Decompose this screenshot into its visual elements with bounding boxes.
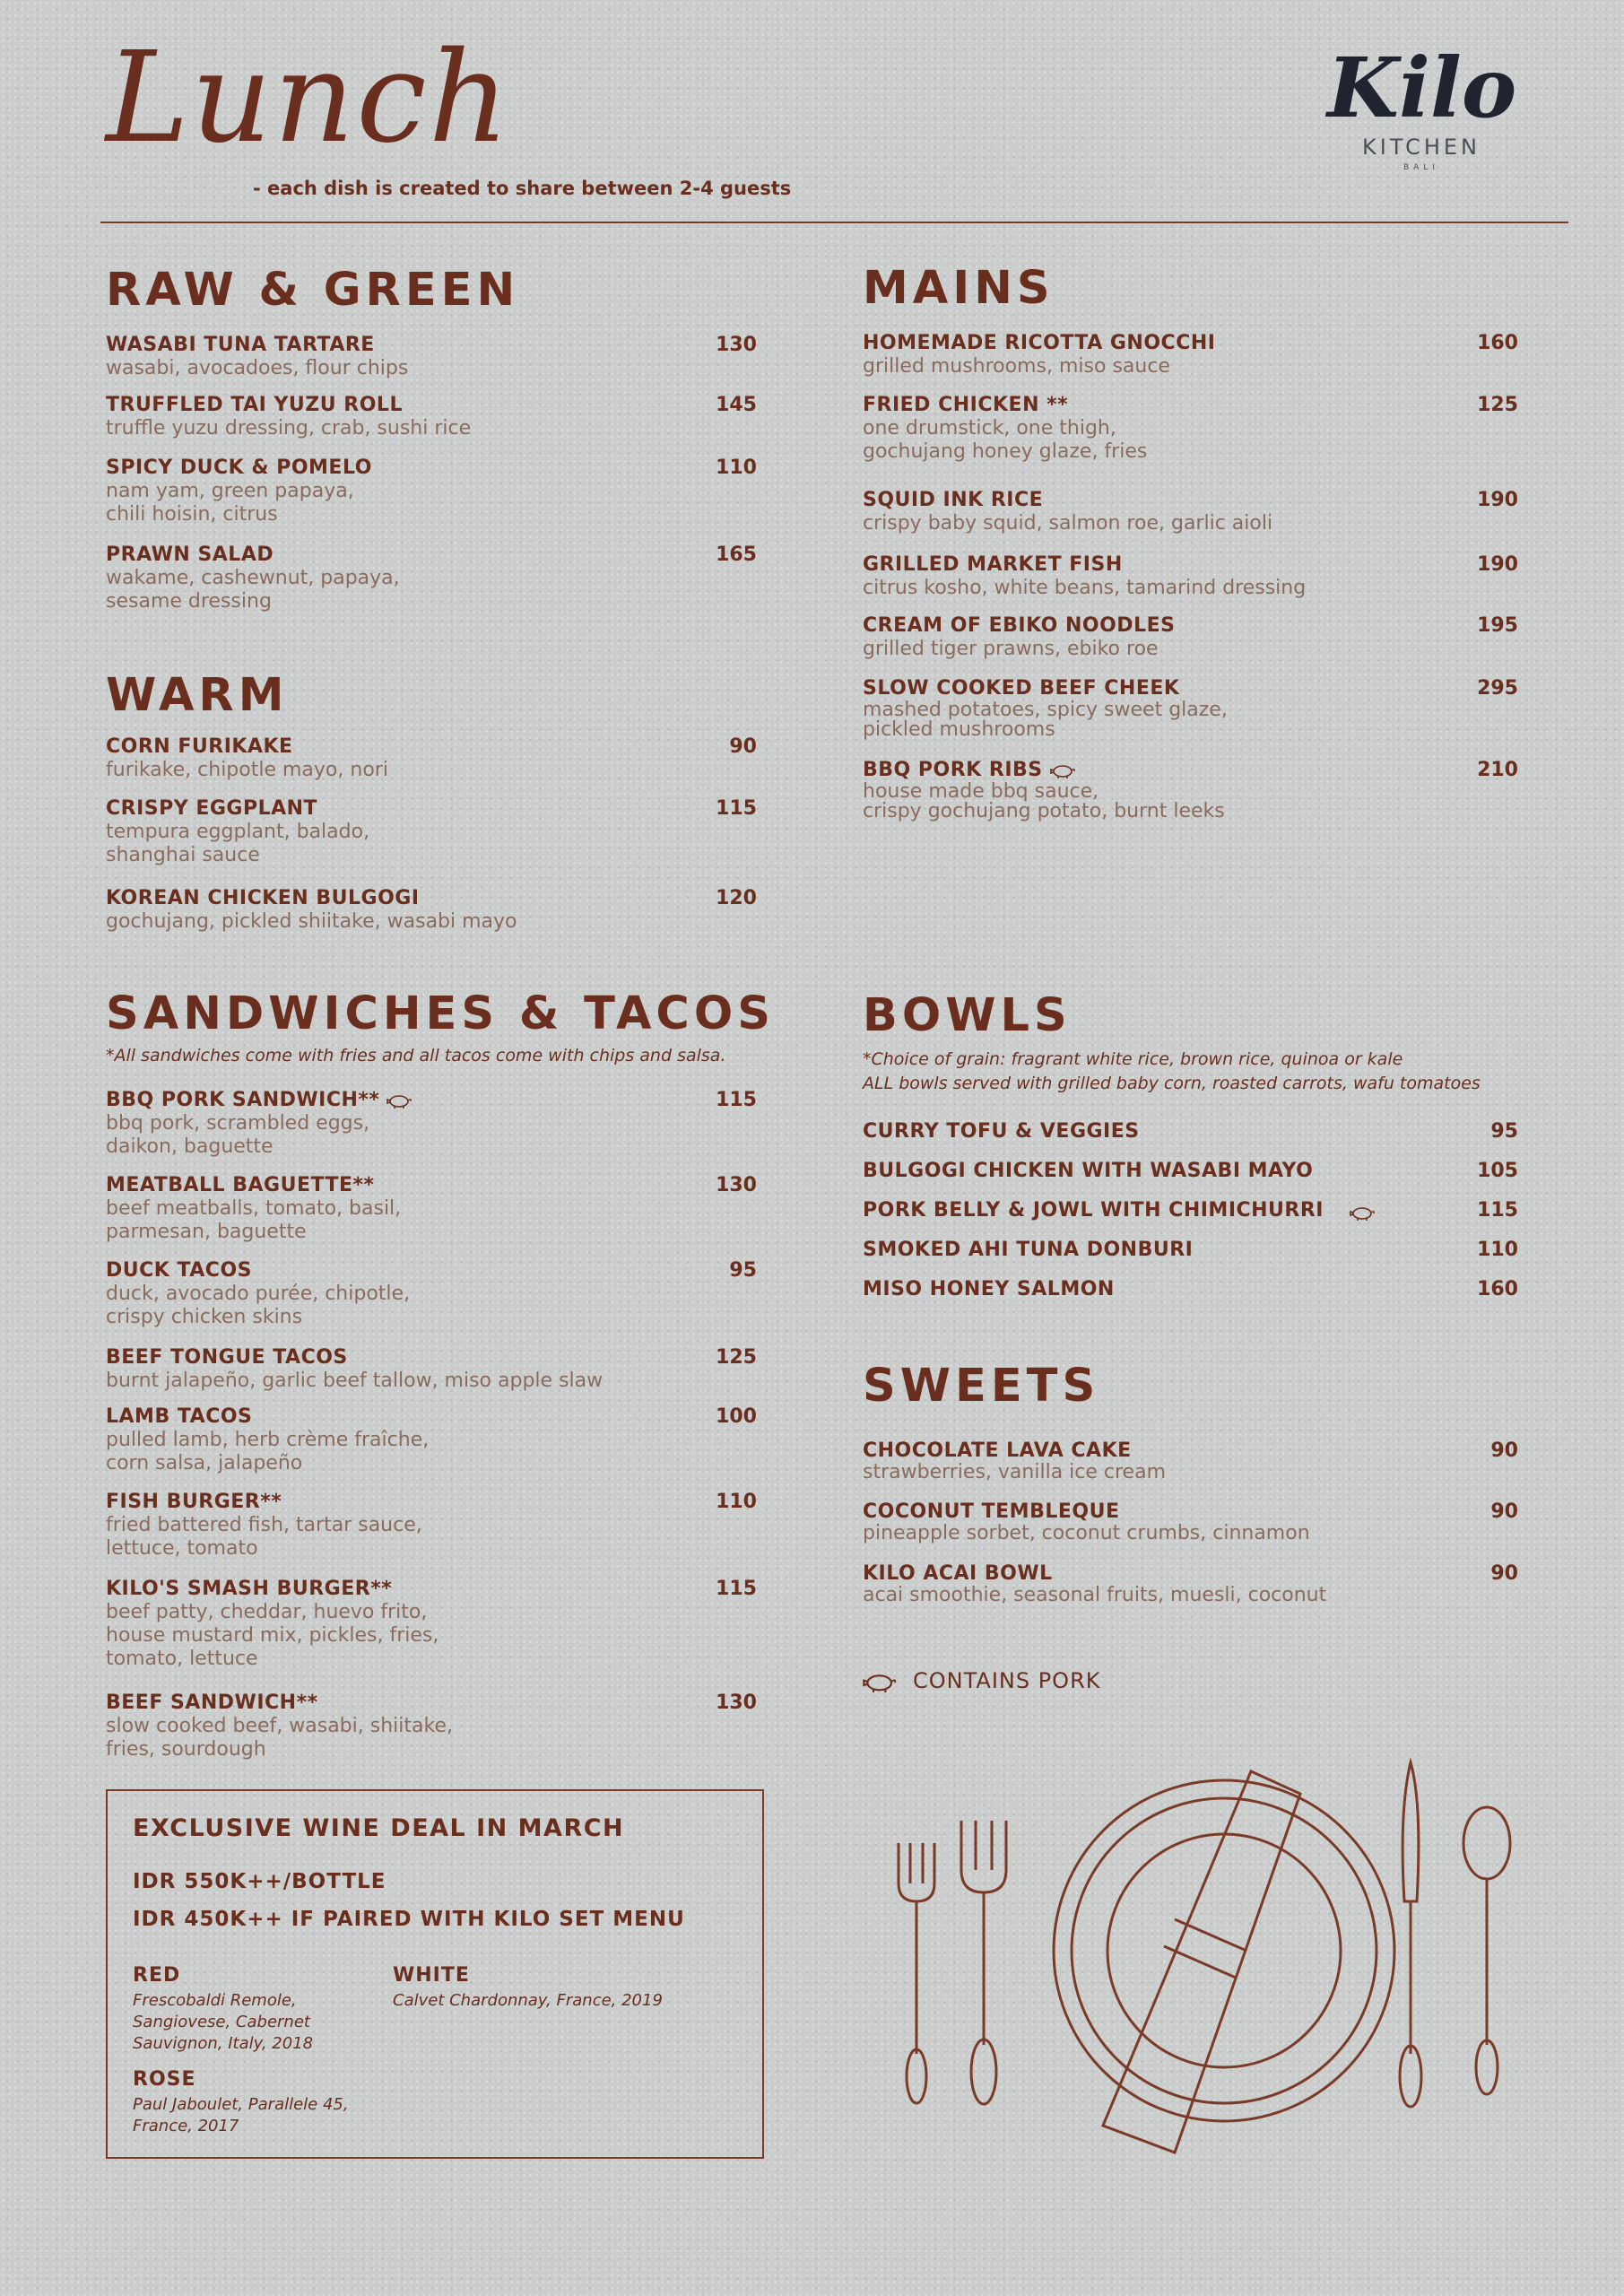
pork-legend xyxy=(863,1668,1101,1693)
bowl-item xyxy=(863,1199,1518,1222)
item-name: CRISPY EGGPLANT xyxy=(106,797,318,820)
section-heading-sweets: SWEETS xyxy=(863,1360,1100,1413)
pig-icon xyxy=(1350,1205,1376,1221)
item-desc: one drumstick, one thigh, gochujang honey glaze, fries xyxy=(863,417,1148,463)
item-name: TRUFFLED TAI YUZU ROLL xyxy=(106,394,403,416)
logo-sub: KITCHEN xyxy=(1362,135,1481,160)
item-desc: nam yam, green papaya, chili hoisin, citrus xyxy=(106,480,354,526)
item-name: LAMB TACOS xyxy=(106,1405,253,1428)
pig-icon xyxy=(1050,762,1077,778)
item-name: HOMEMADE RICOTTA GNOCCHI xyxy=(863,332,1216,354)
menu-item xyxy=(106,394,757,440)
section-heading-sandwiches-tacos: SANDWICHES & TACOS xyxy=(106,987,775,1040)
item-price: 110 xyxy=(716,457,757,479)
sandwiches-note: *All sandwiches come with fries and all tacos come with chips and salsa. xyxy=(106,1046,726,1065)
item-name: WASABI TUNA TARTARE xyxy=(106,334,375,356)
item-price: 295 xyxy=(1477,677,1518,700)
item-price: 90 xyxy=(1490,1562,1518,1585)
section-heading-bowls: BOWLS xyxy=(863,989,1072,1042)
item-desc: grilled mushrooms, miso sauce xyxy=(863,355,1170,378)
item-desc: house made bbq sauce, crispy gochujang potato, burnt leeks xyxy=(863,780,1225,822)
item-price: 90 xyxy=(1490,1439,1518,1462)
item-name: MISO HONEY SALMON xyxy=(863,1278,1115,1300)
menu-item xyxy=(863,1562,1518,1605)
item-name: BBQ PORK SANDWICH** xyxy=(106,1089,757,1112)
menu-item xyxy=(863,1500,1518,1544)
bowl-item xyxy=(863,1239,1518,1261)
menu-item xyxy=(863,1439,1518,1483)
wine-title: EXCLUSIVE WINE DEAL IN MARCH xyxy=(133,1814,625,1842)
item-price: 90 xyxy=(729,735,757,758)
item-price: 125 xyxy=(1477,394,1518,416)
item-price: 130 xyxy=(716,1174,757,1196)
item-name: PRAWN SALAD xyxy=(106,544,274,566)
item-price: 125 xyxy=(716,1346,757,1369)
wine-price-paired: IDR 450K++ IF PAIRED WITH KILO SET MENU xyxy=(133,1908,685,1931)
item-name: FISH BURGER** xyxy=(106,1491,282,1513)
item-price: 105 xyxy=(1477,1160,1518,1182)
menu-item xyxy=(863,614,1518,661)
logo-name: Kilo xyxy=(1327,39,1517,136)
item-name: KILO ACAI BOWL xyxy=(863,1562,1053,1585)
wine-red-heading: RED xyxy=(133,1964,181,1987)
item-price: 110 xyxy=(716,1491,757,1513)
menu-item xyxy=(863,332,1518,378)
item-desc: citrus kosho, white beans, tamarind dressing xyxy=(863,577,1307,599)
item-desc: duck, avocado purée, chipotle, crispy chicken skins xyxy=(106,1283,411,1328)
menu-item xyxy=(106,1578,757,1671)
item-price: 115 xyxy=(716,1089,757,1111)
item-price: 210 xyxy=(1477,759,1518,781)
item-price: 90 xyxy=(1490,1500,1518,1523)
item-desc: wakame, cashewnut, papaya, sesame dressing xyxy=(106,567,400,613)
wine-red-text: Frescobaldi Remole, Sangiovese, Cabernet Sauvignon, Italy, 2018 xyxy=(133,1991,314,2053)
item-price: 115 xyxy=(716,1578,757,1600)
menu-item xyxy=(863,394,1518,464)
item-price: 130 xyxy=(716,334,757,356)
item-name: COCONUT TEMBLEQUE xyxy=(863,1500,1120,1523)
item-desc: burnt jalapeño, garlic beef tallow, miso apple slaw xyxy=(106,1370,604,1392)
item-price: 120 xyxy=(716,887,757,909)
item-desc: tempura eggplant, balado, shanghai sauce xyxy=(106,821,370,866)
item-price: 190 xyxy=(1477,489,1518,511)
item-price: 95 xyxy=(729,1259,757,1282)
legend-text: CONTAINS PORK xyxy=(913,1668,1101,1693)
menu-item xyxy=(106,735,757,782)
kilo-logo xyxy=(1327,39,1517,172)
item-desc: slow cooked beef, wasabi, shiitake, fries, sourdough xyxy=(106,1715,453,1761)
item-desc: fried battered fish, tartar sauce, lettuce, tomato xyxy=(106,1514,422,1560)
item-name: BBQ PORK RIBS xyxy=(863,759,1518,782)
item-desc: truffle yuzu dressing, crab, sushi rice xyxy=(106,417,472,439)
item-name: DUCK TACOS xyxy=(106,1259,252,1282)
menu-item xyxy=(863,759,1518,822)
bowl-item xyxy=(863,1160,1518,1182)
wine-price-bottle: IDR 550K++/BOTTLE xyxy=(133,1870,386,1893)
wine-white-heading: WHITE xyxy=(393,1964,470,1987)
menu-item xyxy=(106,1174,757,1244)
item-price: 100 xyxy=(716,1405,757,1428)
item-price: 190 xyxy=(1477,553,1518,576)
item-desc: pulled lamb, herb crème fraîche, corn salsa, jalapeño xyxy=(106,1429,430,1474)
item-name: CREAM OF EBIKO NOODLES xyxy=(863,614,1176,637)
item-price: 110 xyxy=(1477,1239,1518,1261)
item-name: KILO'S SMASH BURGER** xyxy=(106,1578,393,1600)
item-desc: wasabi, avocadoes, flour chips xyxy=(106,357,409,379)
wine-deal-box xyxy=(106,1789,764,2159)
pig-icon xyxy=(863,1671,899,1692)
menu-item xyxy=(106,887,757,934)
menu-item xyxy=(863,677,1518,740)
menu-item xyxy=(106,457,757,526)
item-price: 115 xyxy=(716,797,757,820)
item-desc: beef patty, cheddar, huevo frito, house mustard mix, pickles, fries, tomato, lettuce xyxy=(106,1601,439,1670)
menu-item xyxy=(863,553,1518,600)
item-price: 115 xyxy=(1477,1199,1518,1222)
section-heading-warm: WARM xyxy=(106,669,289,722)
menu-item xyxy=(106,1692,757,1761)
pig-icon xyxy=(386,1092,413,1109)
item-desc: beef meatballs, tomato, basil, parmesan, baguette xyxy=(106,1197,402,1243)
item-desc: strawberries, vanilla ice cream xyxy=(863,1461,1167,1483)
item-desc: mashed potatoes, spicy sweet glaze, pickled mushrooms xyxy=(863,699,1228,741)
item-price: 165 xyxy=(716,544,757,566)
item-name: BEEF TONGUE TACOS xyxy=(106,1346,348,1369)
menu-item xyxy=(106,1089,757,1159)
item-desc: gochujang, pickled shiitake, wasabi mayo xyxy=(106,910,517,933)
wine-rose-text: Paul Jaboulet, Parallele 45, France, 2017 xyxy=(133,2095,349,2135)
wine-white-text: Calvet Chardonnay, France, 2019 xyxy=(393,1991,663,2010)
header-divider xyxy=(100,222,1568,223)
item-price: 145 xyxy=(716,394,757,416)
item-name: KOREAN CHICKEN BULGOGI xyxy=(106,887,420,909)
item-name: PORK BELLY & JOWL WITH CHIMICHURRI xyxy=(863,1199,1324,1222)
item-name: FRIED CHICKEN ** xyxy=(863,394,1069,416)
menu-item xyxy=(106,1259,757,1329)
wine-rose-heading: ROSE xyxy=(133,2068,196,2091)
item-price: 160 xyxy=(1477,332,1518,354)
menu-item xyxy=(106,797,757,867)
section-heading-raw-green: RAW & GREEN xyxy=(106,264,520,317)
menu-item xyxy=(106,1346,757,1393)
section-heading-mains: MAINS xyxy=(863,262,1055,315)
item-desc: grilled tiger prawns, ebiko roe xyxy=(863,638,1159,660)
bowl-item xyxy=(863,1120,1518,1143)
item-name: BULGOGI CHICKEN WITH WASABI MAYO xyxy=(863,1160,1314,1182)
item-desc: pineapple sorbet, coconut crumbs, cinnamon xyxy=(863,1522,1310,1544)
item-price: 130 xyxy=(716,1692,757,1714)
menu-item xyxy=(106,334,757,380)
menu-title: Lunch xyxy=(106,25,511,171)
item-name: SLOW COOKED BEEF CHEEK xyxy=(863,677,1180,700)
item-name: SMOKED AHI TUNA DONBURI xyxy=(863,1239,1194,1261)
item-price: 195 xyxy=(1477,614,1518,637)
bowls-note: *Choice of grain: fragrant white rice, brown rice, quinoa or kale ALL bowls served with grilled baby corn, roasted carrots, wafu tomatoes xyxy=(863,1049,1481,1093)
item-desc: acai smoothie, seasonal fruits, muesli, coconut xyxy=(863,1584,1327,1606)
item-desc: furikake, chipotle mayo, nori xyxy=(106,759,388,781)
menu-item xyxy=(863,489,1518,535)
tagline: - each dish is created to share between 2-4 guests xyxy=(253,178,792,199)
item-price: 160 xyxy=(1477,1278,1518,1300)
item-name: GRILLED MARKET FISH xyxy=(863,553,1123,576)
item-name: SPICY DUCK & POMELO xyxy=(106,457,372,479)
item-price: 95 xyxy=(1490,1120,1518,1143)
item-name: CHOCOLATE LAVA CAKE xyxy=(863,1439,1132,1462)
item-name: CORN FURIKAKE xyxy=(106,735,293,758)
item-name: MEATBALL BAGUETTE** xyxy=(106,1174,375,1196)
item-desc: crispy baby squid, salmon roe, garlic aioli xyxy=(863,512,1273,535)
item-name: BEEF SANDWICH** xyxy=(106,1692,318,1714)
item-name: CURRY TOFU & VEGGIES xyxy=(863,1120,1140,1143)
item-name: SQUID INK RICE xyxy=(863,489,1044,511)
bowl-item xyxy=(863,1278,1518,1300)
menu-item xyxy=(106,1491,757,1561)
logo-location: BALI xyxy=(1403,163,1439,172)
menu-item xyxy=(106,544,757,613)
tableware-illustration xyxy=(879,1758,1524,2179)
menu-item xyxy=(106,1405,757,1475)
item-desc: bbq pork, scrambled eggs, daikon, baguette xyxy=(106,1112,370,1158)
